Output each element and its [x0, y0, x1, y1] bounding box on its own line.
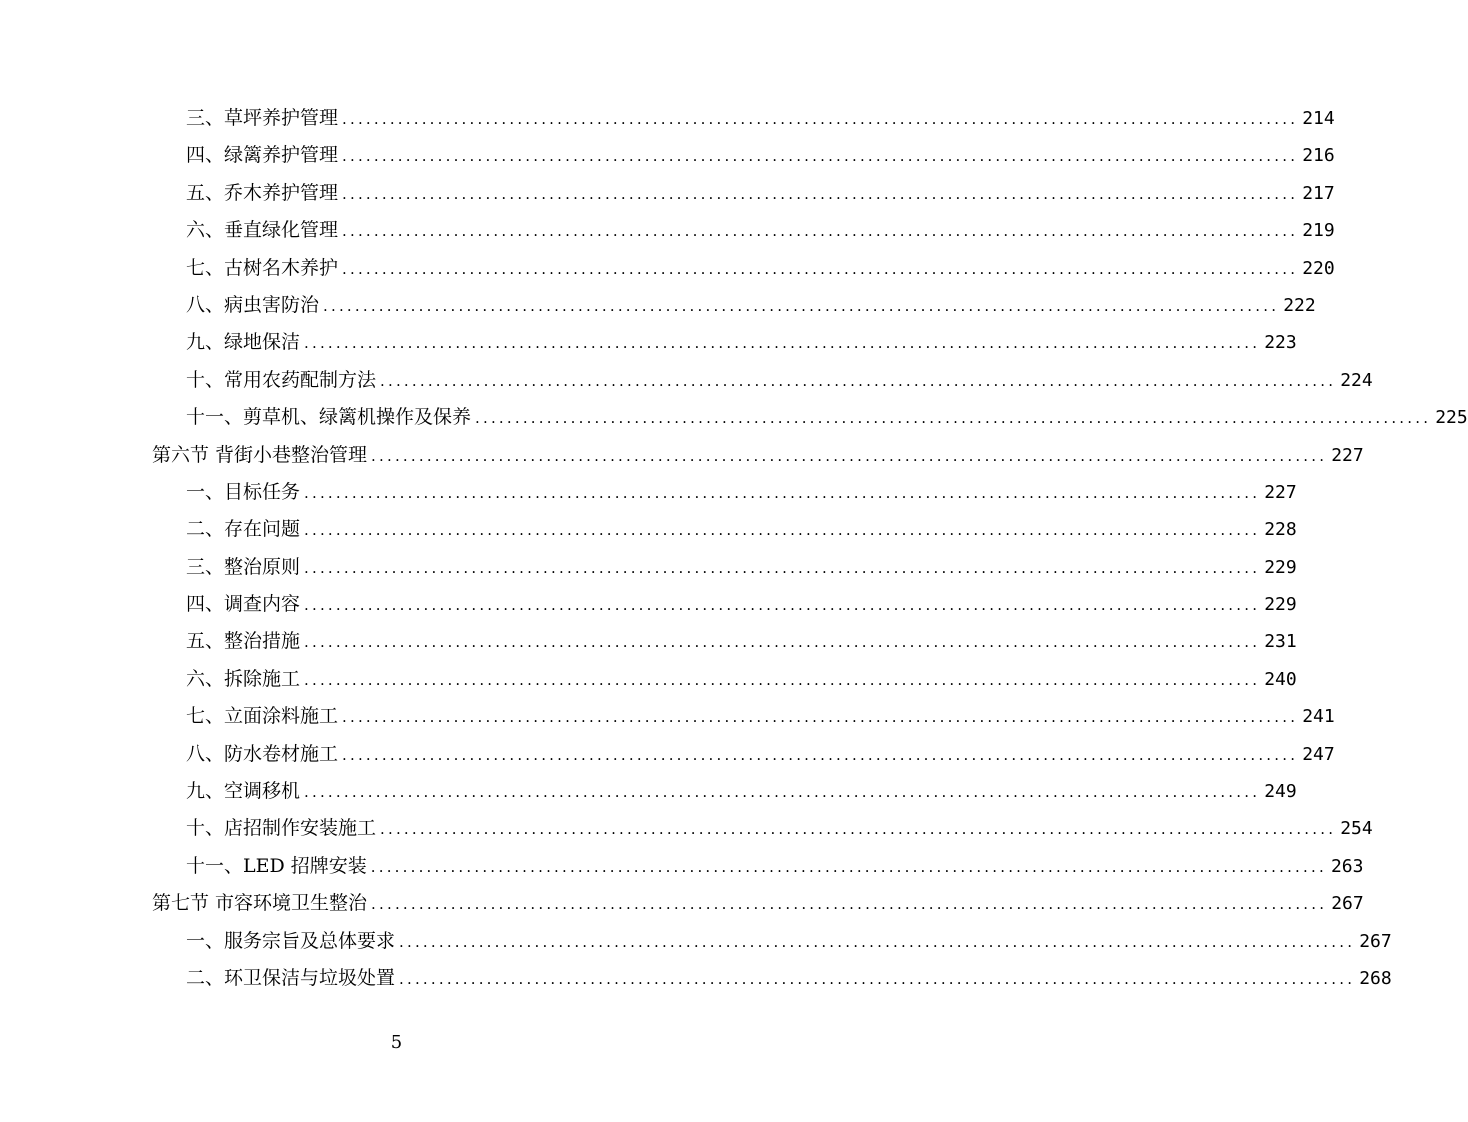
toc-entry[interactable] — [152, 212, 1335, 249]
toc-entry-page: 227 — [1331, 444, 1364, 466]
toc-entry-page: 224 — [1340, 369, 1373, 391]
toc-entry[interactable] — [152, 137, 1335, 174]
toc-entry[interactable] — [152, 661, 1297, 698]
toc-entry-page: 231 — [1264, 631, 1297, 653]
toc-entry[interactable] — [152, 362, 1373, 399]
toc-entry-page: 229 — [1264, 594, 1297, 616]
toc-dot-leader: ........................................................................................................................ — [342, 259, 1299, 278]
toc-entry[interactable] — [152, 250, 1335, 287]
toc-entry[interactable] — [152, 810, 1373, 847]
toc-entry-page: 268 — [1359, 967, 1392, 989]
toc-entry[interactable] — [152, 623, 1297, 660]
toc-entry-page: 223 — [1264, 332, 1297, 354]
toc-entry-title: 七、立面涂料施工 — [186, 705, 339, 728]
toc-dot-leader: ........................................................................................................................ — [342, 184, 1299, 203]
toc-entry-title: 五、乔木养护管理 — [186, 181, 339, 204]
toc-entry-title: 一、目标任务 — [186, 480, 301, 503]
toc-entry-title: 六、垂直绿化管理 — [186, 219, 339, 242]
toc-entry-page: 227 — [1264, 481, 1297, 503]
toc-entry-page: 217 — [1302, 182, 1335, 204]
toc-entry[interactable] — [152, 175, 1335, 212]
toc-entry-page: 228 — [1264, 519, 1297, 541]
toc-entry-title: 二、存在问题 — [186, 518, 301, 541]
toc-dot-leader: ........................................................................................................................ — [371, 895, 1328, 914]
toc-dot-leader: ........................................................................................................................ — [304, 558, 1261, 577]
toc-entry-page: 225 — [1435, 407, 1468, 429]
toc-entry-title: 第七节 市容环境卫生整治 — [152, 892, 368, 915]
toc-dot-leader: ........................................................................................................................ — [342, 745, 1299, 764]
toc-dot-leader: ........................................................................................................................ — [342, 708, 1299, 727]
toc-entry[interactable] — [152, 736, 1335, 773]
toc-entry-title: 十、常用农药配制方法 — [186, 368, 377, 391]
toc-entry-page: 216 — [1302, 145, 1335, 167]
toc-entry-page: 267 — [1331, 893, 1364, 915]
toc-entry-title: 七、古树名木养护 — [186, 256, 339, 279]
toc-entry-title: 八、防水卷材施工 — [186, 742, 339, 765]
toc-entry[interactable] — [152, 511, 1297, 548]
toc-entry-page: 247 — [1302, 743, 1335, 765]
toc-entry-page: 263 — [1330, 855, 1364, 877]
toc-entry-title: 第六节 背街小巷整治管理 — [152, 443, 368, 466]
toc-dot-leader: ........................................................................................................................ — [304, 670, 1261, 689]
toc-entry-page: 254 — [1340, 818, 1373, 840]
toc-dot-leader: ........................................................................................................................ — [323, 296, 1280, 315]
toc-dot-leader: ........................................................................................................................ — [342, 147, 1299, 166]
toc-entry-page: 267 — [1359, 930, 1392, 952]
toc-dot-leader: ........................................................................................................................ — [304, 783, 1261, 802]
toc-entry[interactable] — [152, 474, 1297, 511]
toc-entry-title: 八、病虫害防治 — [186, 293, 320, 316]
toc-entry-title: 三、整治原则 — [186, 555, 301, 578]
page-number: 5 — [390, 1032, 403, 1053]
toc-entry-page: 249 — [1264, 781, 1297, 803]
toc-entry[interactable] — [152, 324, 1297, 361]
toc-dot-leader: ........................................................................................................................ — [342, 110, 1299, 128]
toc-dot-leader: ........................................................................................................................ — [304, 334, 1261, 353]
toc-dot-leader: ........................................................................................................................ — [304, 521, 1261, 540]
toc-entry-title: 六、拆除施工 — [186, 667, 301, 690]
toc-entry-title: 五、整治措施 — [186, 630, 301, 653]
toc-entry-title: 九、空调移机 — [186, 780, 301, 803]
toc-section-entry[interactable] — [152, 437, 1364, 474]
toc-dot-leader: ........................................................................................................................ — [304, 633, 1261, 652]
toc-entry-title: 三、草坪养护管理 — [186, 107, 339, 129]
toc-entry-page: 229 — [1264, 556, 1297, 578]
toc-dot-leader: ........................................................................................................................ — [370, 857, 1327, 876]
toc-entry-page: 214 — [1302, 108, 1335, 129]
toc-entry[interactable] — [152, 698, 1335, 735]
toc-entry-page: 222 — [1283, 294, 1316, 316]
toc-entry-page: 240 — [1264, 668, 1297, 690]
toc-entry-title: 二、环卫保洁与垃圾处置 — [186, 966, 396, 989]
toc-entry[interactable] — [152, 923, 1392, 960]
toc-entry[interactable] — [152, 100, 1335, 137]
toc-entry[interactable] — [152, 287, 1316, 324]
toc-entry-page: 220 — [1302, 257, 1335, 279]
toc-entry-title: 九、绿地保洁 — [186, 331, 301, 354]
toc-entry[interactable] — [152, 586, 1297, 623]
toc-entry-title: 四、绿篱养护管理 — [186, 144, 339, 167]
toc-dot-leader: ........................................................................................................................ — [380, 820, 1337, 839]
toc-dot-leader: ........................................................................................................................ — [304, 596, 1261, 615]
toc-entry-title: 十一、剪草机、绿篱机操作及保养 — [186, 406, 472, 429]
toc-dot-leader: ........................................................................................................................ — [475, 409, 1432, 428]
toc-dot-leader: ........................................................................................................................ — [304, 483, 1261, 502]
toc-entry[interactable] — [152, 960, 1392, 997]
toc-entry-title: 一、服务宗旨及总体要求 — [186, 929, 396, 952]
toc-dot-leader: ........................................................................................................................ — [371, 446, 1328, 465]
toc-entry-title: 四、调查内容 — [186, 593, 301, 616]
toc-entry-title: 十一、LED 招牌安装 — [186, 854, 367, 877]
toc-entry-page: 219 — [1302, 220, 1335, 242]
toc-section-entry[interactable] — [152, 885, 1364, 922]
toc-entry[interactable] — [152, 848, 1364, 885]
toc-entry[interactable] — [152, 773, 1297, 810]
toc-dot-leader: ........................................................................................................................ — [380, 371, 1337, 390]
toc-entry[interactable] — [152, 549, 1297, 586]
toc-entry-page: 241 — [1302, 706, 1335, 728]
table-of-contents — [152, 100, 1468, 997]
toc-dot-leader: ........................................................................................................................ — [399, 932, 1356, 951]
toc-entry-title: 十、店招制作安装施工 — [186, 817, 377, 840]
toc-dot-leader: ........................................................................................................................ — [399, 969, 1356, 988]
toc-entry[interactable] — [152, 399, 1468, 436]
toc-dot-leader: ........................................................................................................................ — [342, 222, 1299, 241]
